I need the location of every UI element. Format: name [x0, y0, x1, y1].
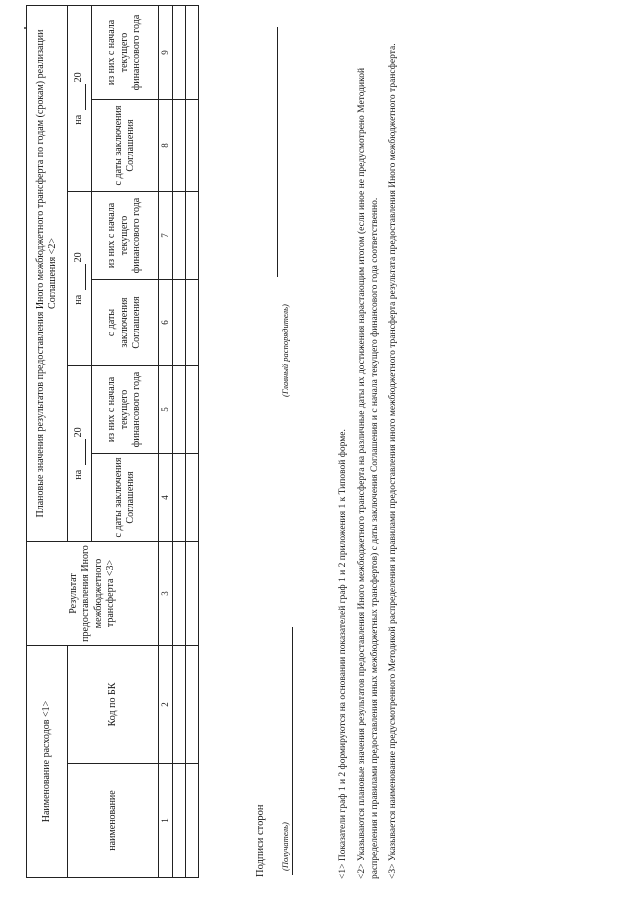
year-suffix: 20	[73, 252, 85, 263]
column-number: 9	[159, 5, 173, 99]
from-year-start-header: из них с начала текущего финансового года	[92, 192, 159, 280]
bk-code-header: Код по БК	[68, 646, 159, 764]
from-agreement-header: с даты заключения Соглашения	[92, 100, 159, 192]
table-cell	[173, 542, 186, 646]
from-year-start-header: из них с начала текущего финансового года	[92, 366, 159, 454]
table-cell	[173, 192, 186, 280]
table-cell	[173, 646, 186, 764]
table-cell	[186, 280, 199, 366]
column-number: 6	[159, 280, 173, 366]
signatures-title: Подписи сторон	[255, 804, 266, 877]
year-blank	[76, 264, 86, 290]
table-row	[186, 5, 199, 877]
table-cell	[173, 100, 186, 192]
table-cell	[186, 454, 199, 542]
distributor-signature-line	[277, 27, 278, 277]
year-header-1	[68, 366, 92, 542]
table-cell	[186, 764, 199, 878]
year-suffix: 20	[73, 72, 85, 83]
table-cell	[173, 280, 186, 366]
footnote-1: <1> Показатели граф 1 и 2 формируются на основании показателей граф 1 и 2 приложения 1 к Типовой форме.	[338, 429, 348, 879]
plan-values-table	[26, 5, 199, 878]
column-number: 5	[159, 366, 173, 454]
table-cell	[173, 366, 186, 454]
table-cell	[186, 542, 199, 646]
table-cell	[186, 646, 199, 764]
year-prefix: на	[73, 294, 85, 305]
year-prefix: на	[73, 114, 85, 125]
result-header: Результат предоставления Иного межбюджетного трансферта <3>	[27, 542, 159, 646]
table-cell	[173, 5, 186, 99]
column-numbers-row	[159, 5, 173, 877]
expense-group-header: Наименование расходов <1>	[27, 646, 68, 878]
distributor-label: (Главный распорядитель)	[280, 304, 290, 397]
receiver-signature-line	[292, 627, 293, 875]
table-cell	[173, 764, 186, 878]
year-header-3	[68, 5, 92, 191]
column-number: 3	[159, 542, 173, 646]
column-number: 2	[159, 646, 173, 764]
footnote-2: <2> Указываются плановые значения результатов предоставления Иного межбюджетного трансферта на различные даты их достижения нарастающим итогом (если иное не предусмотрено Методикой распределения и правилами предоставления иных межбюджетных трансфертов) с даты заключения Соглашения и с начала текущего финансового года соответственно.	[356, 67, 380, 879]
table-cell	[186, 5, 199, 99]
year-blank	[76, 439, 86, 465]
from-year-start-header: из них с начала текущего финансового года	[92, 5, 159, 99]
column-number: 7	[159, 192, 173, 280]
name-header: наименование	[68, 764, 159, 878]
year-header-2	[68, 192, 92, 366]
receiver-label: (Получатель)	[280, 822, 290, 871]
table-cell	[186, 366, 199, 454]
table-row	[173, 5, 186, 877]
from-agreement-header: с даты заключения Соглашения	[92, 454, 159, 542]
column-number: 4	[159, 454, 173, 542]
plan-values-header: Плановые значения результатов предоставления Иного межбюджетного трансферта по годам (срокам) реализации Соглашения <2>	[27, 5, 68, 541]
footnote-3: <3> Указывается наименование предусмотренного Методикой распределения и правилами предоставления иного межбюджетного трансферта результата предоставления Иного межбюджетного трансферта.	[388, 43, 399, 879]
table-cell	[173, 454, 186, 542]
column-number: 8	[159, 100, 173, 192]
from-agreement-header: с даты заключения Соглашения	[92, 280, 159, 366]
table-cell	[186, 100, 199, 192]
year-prefix: на	[73, 469, 85, 480]
year-suffix: 20	[73, 427, 85, 438]
column-number: 1	[159, 764, 173, 878]
table-cell	[186, 192, 199, 280]
footnotes	[337, 27, 406, 879]
year-blank	[76, 84, 86, 110]
